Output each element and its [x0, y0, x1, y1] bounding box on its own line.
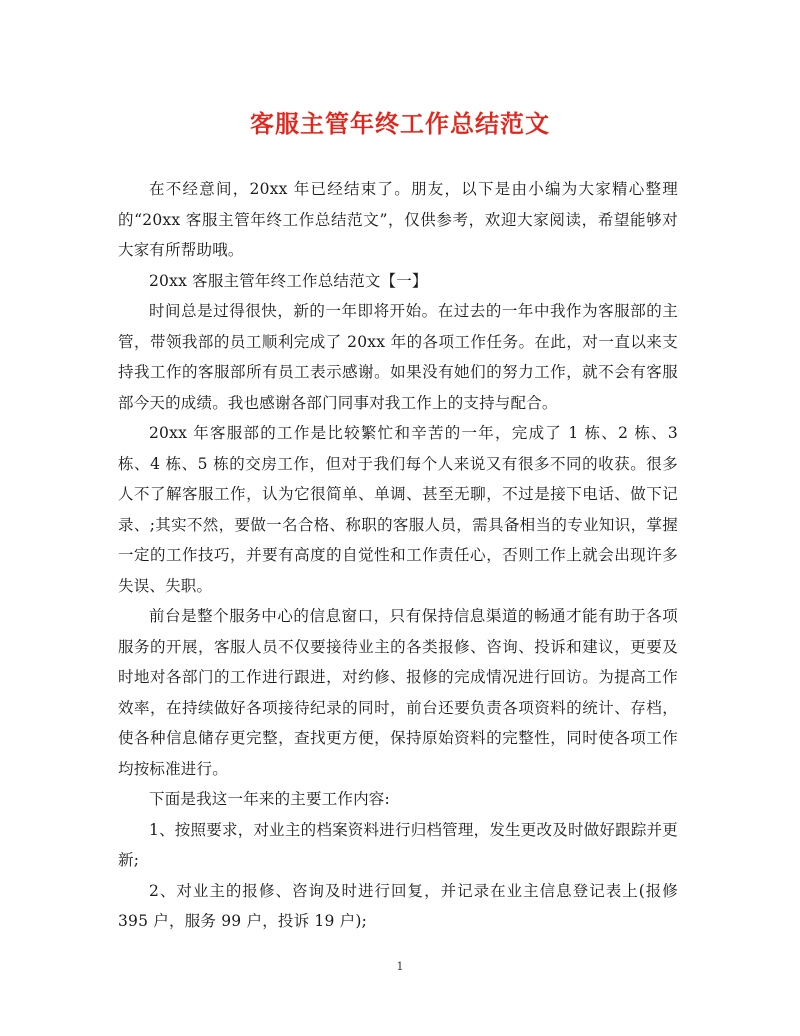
paragraph: 20xx 年客服部的工作是比较繁忙和辛苦的一年，完成了 1 栋、2 栋、3 栋、4 栋、5 栋的交房工作，但对于我们每个人来说又有很多不同的收获。很多人不了解客服工作，认为它很简单、单调、甚至无聊，不过是接下电话、做下记录、;其实不然，要做一名合格、称职的客服人员，需具备相当的专业知识，掌握一定的工作技巧，并要有高度的自觉性和工作责任心，否则工作上就会出现许多失误、失职。 [118, 424, 678, 595]
paragraph: 前台是整个服务中心的信息窗口，只有保持信息渠道的畅通才能有助于各项服务的开展，客服人员不仅要接待业主的各类报修、咨询、投诉和建议，更要及时地对各部门的工作进行跟进，对约修、报修的完成情况进行回访。为提高工作效率，在持续做好各项接待纪录的同时，前台还要负责各项资料的统计、存档，使各种信息储存更完整，查找更方便，保持原始资料的完整性，同时使各项工作均按标准进行。 [118, 607, 678, 778]
document-body [118, 174, 678, 937]
paragraph-intro: 在不经意间，20xx 年已经结束了。朋友，以下是由小编为大家精心整理的“20xx 客服主管年终工作总结范文”，仅供参考，欢迎大家阅读，希望能够对大家有所帮助哦。 [118, 180, 678, 259]
document-title: 客服主管年终工作总结范文 [250, 109, 550, 138]
list-item: 2、对业主的报修、咨询及时进行回复，并记录在业主信息登记表上(报修 395 户，服务 99 户，投诉 19 户); [118, 881, 678, 930]
paragraph: 时间总是过得很快，新的一年即将开始。在过去的一年中我作为客服部的主管，带领我部的员工顺利完成了 20xx 年的各项工作任务。在此，对一直以来支持我工作的客服部所有员工表示感谢。如果没有她们的努力工作，就不会有客服部今天的成绩。我也感谢各部门同事对我工作上的支持与配合。 [118, 302, 678, 412]
list-item: 1、按照要求，对业主的档案资料进行归档管理，发生更改及时做好跟踪并更新; [118, 820, 678, 869]
section-heading: 20xx 客服主管年终工作总结范文【一】 [149, 271, 428, 290]
page-number: 1 [396, 960, 404, 973]
paragraph: 下面是我这一年来的主要工作内容: [149, 790, 390, 808]
